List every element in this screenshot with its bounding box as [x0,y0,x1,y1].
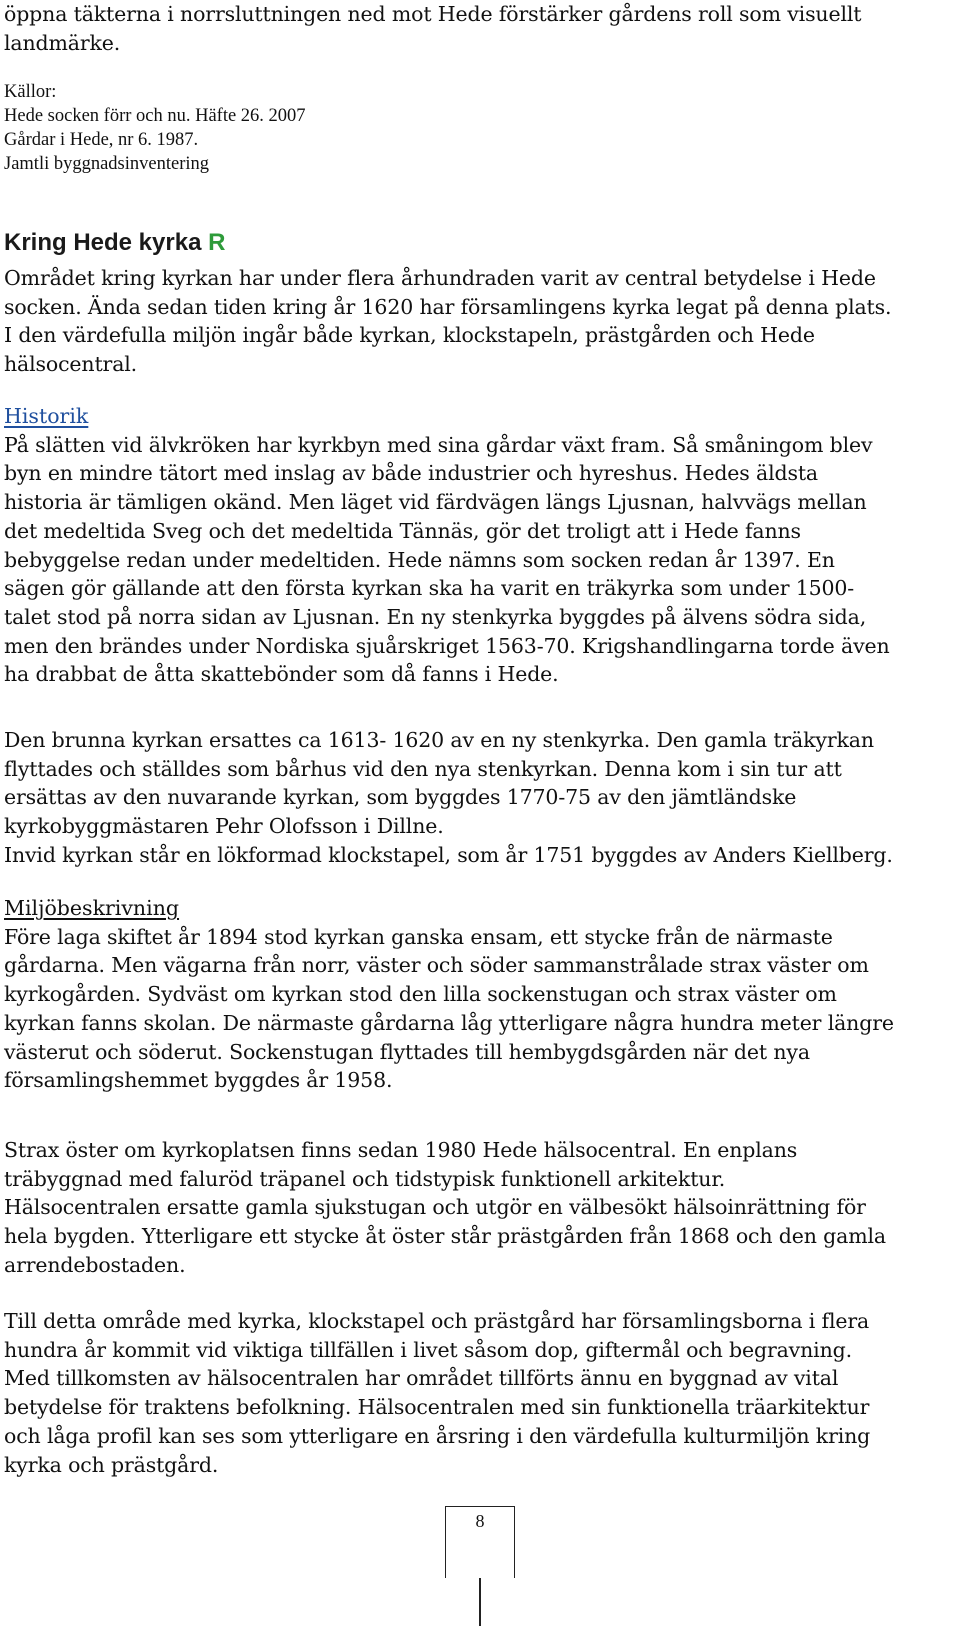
source-item: Gårdar i Hede, nr 6. 1987. [4,130,199,150]
text-line: I den värdefulla miljön ingår både kyrkan, klockstapeln, prästgården och Hede [4,323,815,348]
text-line: Invid kyrkan står en lökformad klockstapel, som år 1751 byggdes av Anders Kiellberg. [4,842,893,867]
text-line: ersättas av den nuvarande kyrkan, som byggdes 1770-75 av den jämtländske [4,785,797,810]
historik-paragraph-2 [4,726,954,870]
section-mark: R [208,229,226,256]
text-line: flyttades och ställdes som bårhus vid den nya stenkyrkan. Denna kom i sin tur att [4,756,842,781]
text-line: det medeltida Sveg och det medeltida Tännäs, gör det troligt att i Hede fanns [4,518,801,543]
historik-heading: Historik [4,404,89,428]
text-line: historia är tämligen okänd. Men läget vid färdvägen längs Ljusnan, halvvägs mellan [4,490,867,515]
text-line: och låga profil kan ses som ytterligare en årsring i den värdefulla kulturmiljön kring [4,1423,871,1448]
sources-label: Källor: [4,82,57,102]
historik-paragraph-1 [4,431,954,689]
miljo-paragraph-1 [4,923,954,1095]
text-line: Den brunna kyrkan ersattes ca 1613- 1620 av en ny stenkyrka. Den gamla träkyrkan [4,728,874,752]
text-line: kyrkogården. Sydväst om kyrkan stod den lilla sockenstugan och strax väster om [4,982,837,1007]
section-intro-paragraph [4,264,954,379]
intro-line: landmärke. [4,30,121,55]
text-line: men den brändes under Nordiska sjuårskriget 1563-70. Krigshandlingarna torde även [4,633,890,658]
text-line: På slätten vid älvkröken har kyrkbyn med sina gårdar växt fram. Så småningom blev [4,432,873,457]
sources-block [4,80,306,176]
text-line: Till detta område med kyrka, klockstapel och prästgård har församlingsborna i flera [4,1309,870,1333]
text-line: Med tillkomsten av hälsocentralen har området tillförts ännu en byggnad av vital [4,1366,839,1391]
text-line: hälsocentral. [4,352,138,377]
intro-paragraph [4,0,861,57]
miljo-paragraph-2 [4,1136,954,1280]
intro-line: öppna täkterna i norrsluttningen ned mot Hede förstärker gårdens roll som visuellt [4,2,862,26]
miljo-section [4,894,954,1095]
miljo-paragraph-3 [4,1307,954,1479]
text-line: arrendebostaden. [4,1252,186,1277]
text-line: hundra år kommit vid viktiga tillfällen i livet såsom dop, giftermål och begravning. [4,1337,852,1362]
text-line: Före laga skiftet år 1894 stod kyrkan ganska ensam, ett stycke från de närmaste [4,924,833,949]
text-line: sägen gör gällande att den första kyrkan ska ha varit en träkyrka som under 1500- [4,576,855,601]
text-line: Hälsocentralen ersatte gamla sjukstugan och utgör en välbesökt hälsoinrättning för [4,1195,866,1220]
text-line: församlingshemmet byggdes år 1958. [4,1068,393,1093]
section-heading [4,228,225,258]
text-line: kyrka och prästgård. [4,1452,219,1477]
text-line: kyrkan fanns skolan. De närmaste gårdarna låg ytterligare några hundra meter längre [4,1010,894,1035]
miljo-heading: Miljöbeskrivning [4,896,180,920]
text-line: socken. Ända sedan tiden kring år 1620 har församlingens kyrka legat på denna plats. [4,294,892,319]
text-line: gårdarna. Men vägarna från norr, väster och söder sammanstrålade strax väster om [4,953,869,978]
text-line: Området kring kyrkan har under flera århundraden varit av central betydelse i Hede [4,266,876,290]
text-line: västerut och söderut. Sockenstugan flyttades till hembygdsgården när det nya [4,1039,810,1064]
text-line: träbyggnad med faluröd träpanel och tidstypisk funktionell arkitektur. [4,1166,726,1191]
historik-section [4,402,954,689]
text-line: kyrkobyggmästaren Pehr Olofsson i Dillne. [4,814,444,839]
text-line: talet stod på norra sidan av Ljusnan. En ny stenkyrka byggdes på älvens södra sida, [4,604,867,629]
text-line: ha drabbat de åtta skattebönder som då fanns i Hede. [4,662,559,687]
source-item: Hede socken förr och nu. Häfte 26. 2007 [4,106,306,126]
text-line: hela bygden. Ytterligare ett stycke åt öster står prästgården från 1868 och den gamla [4,1224,886,1249]
text-line: Strax öster om kyrkoplatsen finns sedan 1980 Hede hälsocentral. En enplans [4,1138,798,1162]
page-number-stem [479,1578,481,1626]
section-title: Kring Hede kyrka [4,229,202,256]
text-line: bebyggelse redan under medeltiden. Hede nämns som socken redan år 1397. En [4,547,835,572]
text-line: betydelse för traktens befolkning. Hälsocentralen med sin funktionella träarkitektur [4,1395,870,1420]
page-number: 8 [475,1511,485,1531]
text-line: byn en mindre tätort med inslag av både industrier och hyreshus. Hedes äldsta [4,461,818,486]
source-item: Jamtli byggnadsinventering [4,154,210,174]
